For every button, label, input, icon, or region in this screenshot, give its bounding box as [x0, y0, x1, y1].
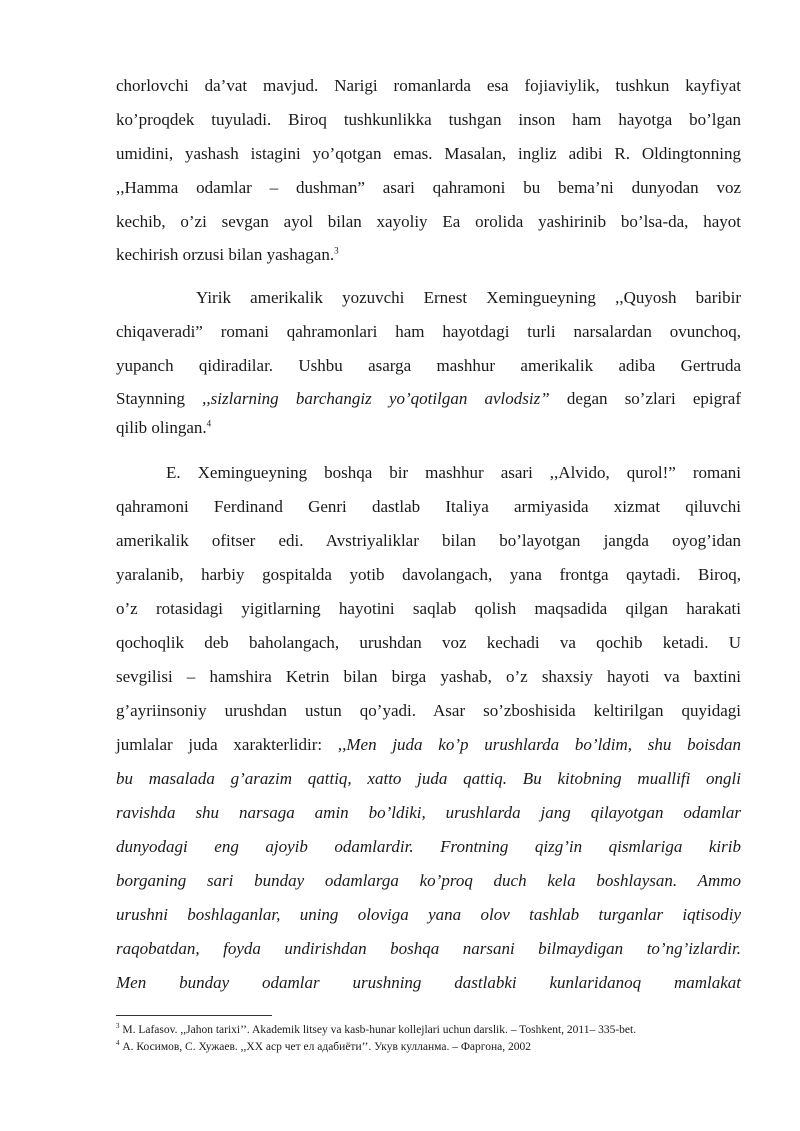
text-line: g’ayriinsoniy urushdan ustun qo’yadi. Asar so’zboshisida keltirilgan quyidagi: [116, 701, 741, 720]
text-line: kechib, o’zi sevgan ayol bilan xayoliy Ea orolida yashirinib bo’lsa-da, hayot: [116, 212, 741, 231]
footnote-3: [116, 1023, 756, 1037]
text-span: Staynning: [116, 389, 203, 408]
text-line: [116, 418, 741, 438]
quote-line: bu masalada g’arazim qattiq, xatto juda qattiq. Bu kitobning muallifi ongli: [116, 769, 741, 788]
text-line: E. Xemingueyning boshqa bir mashhur asari ,,Alvido, qurol!” romani: [166, 463, 741, 482]
text-line: [116, 245, 741, 265]
text-line-content: kechirish orzusi bilan yashagan.: [116, 245, 335, 264]
quote-line: dunyodagi eng ajoyib odamlardir. Frontning qizg’in qismlariga kirib: [116, 837, 741, 856]
text-line: chorlovchi da’vat mavjud. Narigi romanlarda esa fojiaviylik, tushkun kayfiyat: [116, 76, 741, 95]
text-line-content: qilib olingan.: [116, 418, 207, 437]
epigraph-quote: ,,sizlarning barchangiz yo’qotilgan avlodsiz”: [202, 389, 550, 408]
quote-line: raqobatdan, foyda undirishdan boshqa narsani bilmaydigan to’ng’izlardir.: [116, 939, 741, 958]
quote-span: ,,Men juda ko’p urushlarda bo’ldim, shu boisdan: [337, 735, 741, 754]
footnote-ref-4: 4: [206, 418, 212, 429]
text-line: [116, 735, 741, 755]
text-line: o’z rotasidagi yigitlarning hayotini saqlab qolish maqsadida qilgan harakati: [116, 599, 741, 618]
quote-line: urushni boshlaganlar, uning oloviga yana olov tashlab turganlar iqtisodiy: [116, 905, 741, 924]
footnote-ref-3: 3: [334, 245, 339, 256]
footnote-text: M. Lafasov. ,,Jahon tarixi’’. Akademik litsey va kasb-hunar kollejlari uchun darslik. – Toshkent, 2011– 335-bet.: [122, 1024, 637, 1036]
footnote-text: А. Косимов, С. Хужаев. ,,ХХ аср чет ел адабиёти’’. Укув кулланма. – Фаргона, 2002: [122, 1041, 531, 1053]
footnote-number: 3: [116, 1022, 120, 1031]
footnote-4: [116, 1040, 756, 1054]
text-line: amerikalik ofitser edi. Avstriyaliklar bilan bo’layotgan jangda oyog’idan: [116, 531, 741, 550]
quote-line: ravishda shu narsaga amin bo’ldiki, urushlarda jang qilayotgan odamlar: [116, 803, 741, 822]
text-line: Yirik amerikalik yozuvchi Ernest Xemingueyning ,,Quyosh baribir: [196, 288, 741, 307]
text-line: ko’proqdek tuyuladi. Biroq tushkunlikka tushgan inson ham hayotga bo’lgan: [116, 110, 741, 129]
text-line: umidini, yashash istagini yo’qotgan emas. Masalan, ingliz adibi R. Oldingtonning: [116, 144, 741, 163]
quote-line: Men bunday odamlar urushning dastlabki kunlaridanoq mamlakat: [116, 973, 741, 992]
text-line: yupanch qidiradilar. Ushbu asarga mashhur amerikalik adiba Gertruda: [116, 356, 741, 375]
text-line: [116, 389, 741, 409]
footnote-separator: [116, 1015, 272, 1016]
text-line: yaralanib, harbiy gospitalda yotib davolangach, yana frontga qaytadi. Biroq,: [116, 565, 741, 584]
text-line: ,,Hamma odamlar – dushman” asari qahramoni bu bema’ni dunyodan voz: [116, 178, 741, 197]
text-line: chiqaveradi” romani qahramonlari ham hayotdagi turli narsalardan ovunchoq,: [116, 322, 741, 341]
quote-line: borganing sari bunday odamlarga ko’proq duch kela boshlaysan. Ammo: [116, 871, 741, 890]
text-span: jumlalar juda xarakterlidir:: [116, 735, 338, 754]
text-span: degan so’zlari epigraf: [549, 389, 742, 408]
footnote-number: 4: [116, 1039, 120, 1048]
text-line: qochoqlik deb baholangach, urushdan voz kechadi va qochib ketadi. U: [116, 633, 741, 652]
text-line: qahramoni Ferdinand Genri dastlab Italiya armiyasida xizmat qiluvchi: [116, 497, 741, 516]
text-line: sevgilisi – hamshira Ketrin bilan birga yashab, o’z shaxsiy hayoti va baxtini: [116, 667, 741, 686]
